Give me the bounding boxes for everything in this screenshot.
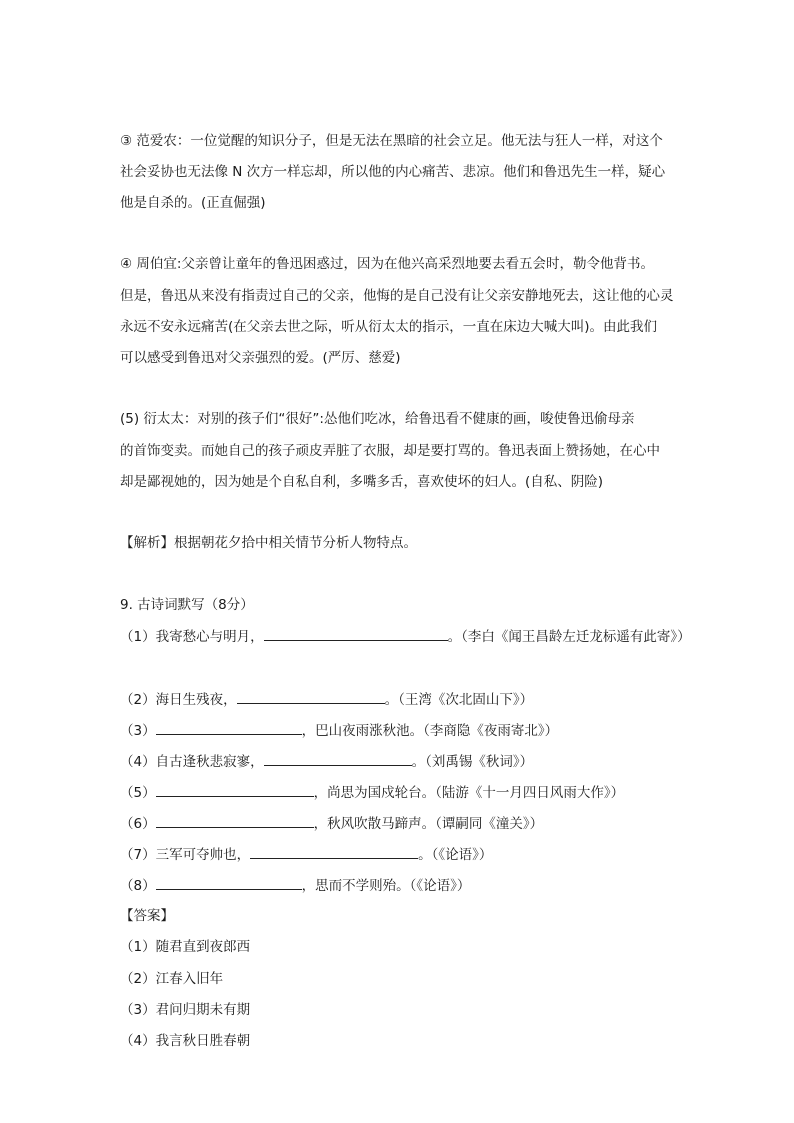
question-item-5 [120, 782, 624, 803]
fill-blank[interactable] [156, 813, 314, 828]
paragraph-5-line-2: 的首饰变卖。而她自己的孩子顽皮弄脏了衣服，却是要打骂的。鲁迅表面上赞扬她，在心中 [120, 443, 660, 459]
question-item-3 [120, 720, 558, 741]
paragraph-4-line-4: 可以感受到鲁迅对父亲强烈的爱。(严厉、慈爱) [120, 350, 401, 366]
question-item-7 [120, 844, 492, 865]
answer-item-3: （3）君问归期未有期 [120, 1002, 251, 1018]
fill-blank[interactable] [237, 689, 385, 704]
analysis-text: 【解析】根据朝花夕拾中相关情节分析人物特点。 [120, 535, 417, 551]
question-item-suffix: 。（刘禹锡《秋词》） [411, 754, 534, 770]
paragraph-3-line-2: 社会妥协也无法像 N 次方一样忘却，所以他的内心痛苦、悲凉。他们和鲁迅先生一样，疑心 [120, 164, 666, 180]
question-item-8 [120, 875, 470, 896]
fill-blank[interactable] [156, 875, 302, 890]
question-item-prefix: （2）海日生残夜， [120, 692, 237, 708]
question-item-prefix: （8） [120, 878, 156, 894]
fill-blank[interactable] [156, 782, 314, 797]
question-item-suffix: ，尚思为国戍轮台。（陆游《十一月四日风雨大作》） [313, 785, 625, 801]
paragraph-3-line-1: ③ 范爱农：一位觉醒的知识分子，但是无法在黑暗的社会立足。他无法与狂人一样，对这个 [120, 133, 663, 149]
answer-item-4: （4）我言秋日胜春朝 [120, 1033, 251, 1049]
answer-item-2: （2）江春入旧年 [120, 971, 224, 987]
question-item-4 [120, 751, 533, 772]
question-item-prefix: （4）自古逢秋悲寂寥， [120, 754, 264, 770]
paragraph-5-line-3: 却是鄙视她的，因为她是个自私自利，多嘴多舌，喜欢使坏的妇人。(自私、阴险) [120, 474, 604, 490]
fill-blank[interactable] [156, 720, 302, 735]
question-item-prefix: （1）我寄愁心与明月， [120, 629, 264, 645]
question-item-suffix: 。（李白《闻王昌龄左迁龙标遥有此寄》） [447, 629, 691, 645]
question-title: 9. 古诗词默写（8分） [120, 597, 254, 613]
paragraph-4-line-1: ④ 周伯宜:父亲曾让童年的鲁迅困惑过，因为在他兴高采烈地要去看五会时，勒令他背书。 [120, 256, 654, 272]
paragraph-5-line-1: (5) 衍太太：对别的孩子们“很好”:怂他们吃冰，给鲁迅看不健康的画，唆使鲁迅偷母亲 [120, 411, 635, 427]
question-item-suffix: ，思而不学则殆。（《论语》） [301, 878, 471, 894]
question-item-prefix: （7）三军可夺帅也， [120, 847, 251, 863]
question-item-prefix: （5） [120, 785, 156, 801]
paragraph-4-line-2: 但是，鲁迅从来没有指责过自己的父亲，他悔的是自己没有让父亲安静地死去，这让他的心灵 [120, 288, 674, 304]
question-item-prefix: （6） [120, 816, 156, 832]
fill-blank[interactable] [264, 751, 412, 766]
answer-item-1: （1）随君直到夜郎西 [120, 939, 251, 955]
question-item-1 [120, 626, 691, 647]
question-item-6 [120, 813, 543, 834]
paragraph-4-line-3: 永远不安永远痛苦(在父亲去世之际，听从衍太太的指示，一直在床边大喊大叫)。由此我们 [120, 319, 658, 335]
question-item-suffix: 。（王湾《次北固山下》） [384, 692, 534, 708]
question-item-suffix: ，巴山夜雨涨秋池。（李商隐《夜雨寄北》） [301, 723, 559, 739]
answer-heading: 【答案】 [120, 908, 174, 924]
question-item-2 [120, 689, 533, 710]
paragraph-3-line-3: 他是自杀的。(正直倔强) [120, 195, 266, 211]
question-item-suffix: ，秋风吹散马蹄声。（谭嗣同《潼关》） [313, 816, 544, 832]
question-item-prefix: （3） [120, 723, 156, 739]
fill-blank[interactable] [264, 626, 448, 641]
fill-blank[interactable] [250, 844, 418, 859]
question-item-suffix: 。（《论语》） [418, 847, 493, 863]
